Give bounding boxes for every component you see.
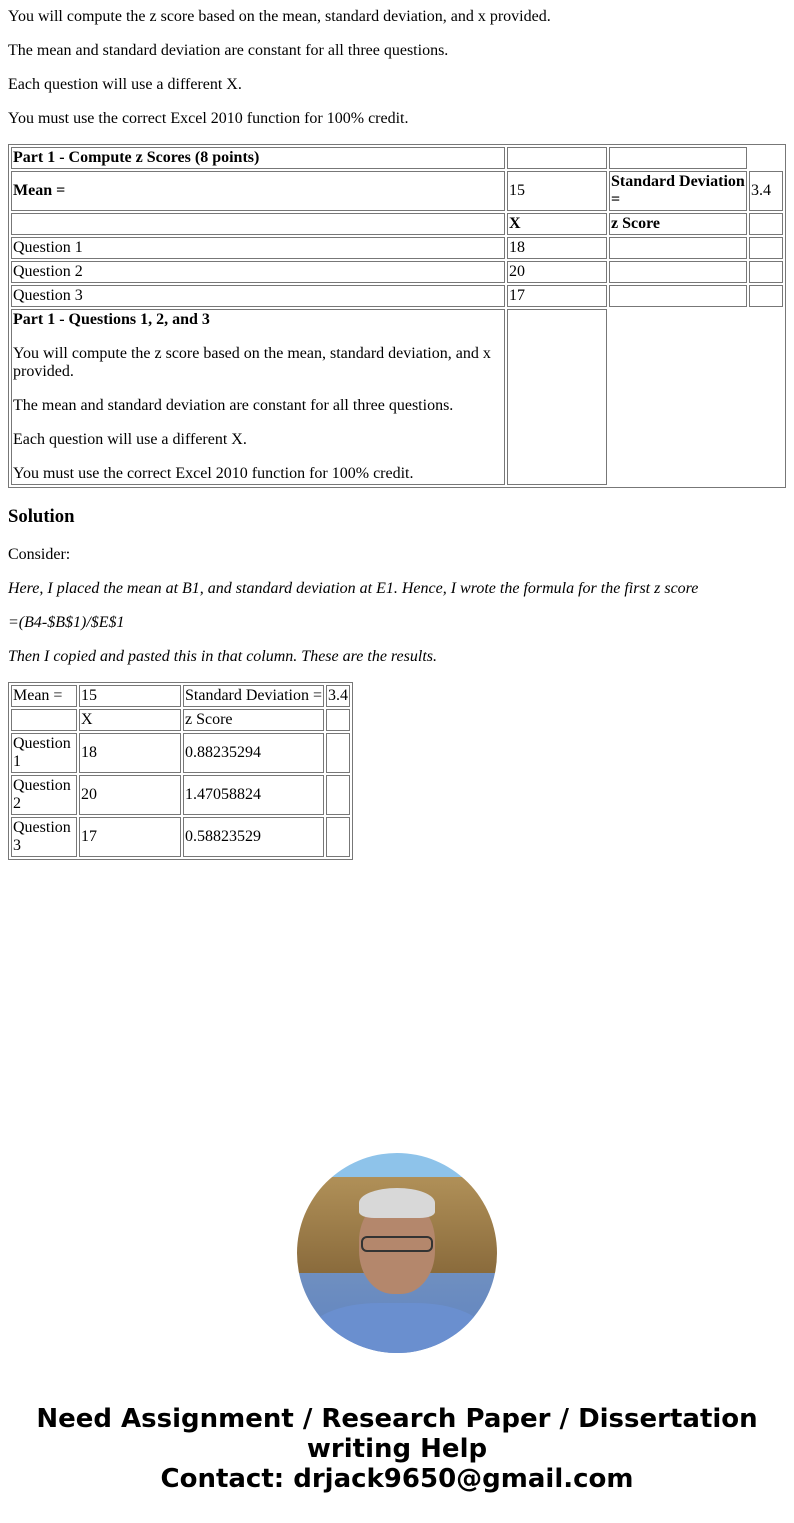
table-row	[11, 733, 350, 773]
sd-label: Standard Deviation =	[183, 685, 324, 707]
notes-3: Each question will use a different X.	[13, 431, 247, 448]
row-label: Question 1	[11, 733, 77, 773]
footer-banner	[8, 1404, 786, 1494]
x-value: 18	[79, 733, 181, 773]
solution-text-1: Here, I placed the mean at B1, and standard deviation at E1. Hence, I wrote the formula for the first z score	[8, 580, 699, 597]
sd-value: 3.4	[326, 685, 350, 707]
row-label: Question 2	[11, 261, 505, 283]
z-header: z Score	[183, 709, 324, 731]
solution-text-2: Then I copied and pasted this in that column. These are the results.	[8, 648, 437, 665]
z-header: z Score	[609, 213, 747, 235]
z-value: 0.58823529	[183, 817, 324, 857]
table-row	[11, 261, 783, 283]
x-value: 18	[507, 237, 607, 259]
row-label: Question 1	[11, 237, 505, 259]
table-row	[11, 817, 350, 857]
x-header: X	[507, 213, 607, 235]
intro-1: You will compute the z score based on the mean, standard deviation, and x provided.	[8, 8, 551, 25]
table-row	[11, 285, 783, 307]
z-value: 0.88235294	[183, 733, 324, 773]
notes-4: You must use the correct Excel 2010 function for 100% credit.	[13, 465, 414, 482]
x-value: 20	[507, 261, 607, 283]
table-row	[11, 775, 350, 815]
solution-heading: Solution	[8, 506, 75, 527]
footer-help-text: Need Assignment / Research Paper / Dissertation writing Help	[36, 1404, 758, 1464]
row-label: Question 2	[11, 775, 77, 815]
results-table	[8, 682, 353, 860]
avatar	[297, 1153, 497, 1353]
sd-label: Standard Deviation =	[609, 171, 747, 211]
mean-value: 15	[79, 685, 181, 707]
x-header: X	[79, 709, 181, 731]
intro-3: Each question will use a different X.	[8, 76, 242, 93]
table-title: Part 1 - Compute z Scores (8 points)	[11, 147, 505, 169]
mean-label: Mean =	[11, 171, 505, 211]
notes-1: You will compute the z score based on the mean, standard deviation, and x provided.	[13, 345, 491, 380]
formula: =(B4-$B$1)/$E$1	[8, 614, 125, 631]
x-value: 17	[507, 285, 607, 307]
sd-value: 3.4	[749, 171, 783, 211]
intro-4: You must use the correct Excel 2010 function for 100% credit.	[8, 110, 409, 127]
x-value: 17	[79, 817, 181, 857]
footer-contact: Contact: drjack9650@gmail.com	[160, 1464, 634, 1494]
row-label: Question 3	[11, 285, 505, 307]
intro-2: The mean and standard deviation are constant for all three questions.	[8, 42, 449, 59]
notes-2: The mean and standard deviation are constant for all three questions.	[13, 397, 454, 414]
notes-title: Part 1 - Questions 1, 2, and 3	[13, 311, 210, 328]
notes-cell	[11, 309, 505, 485]
mean-label: Mean =	[11, 685, 77, 707]
z-value: 1.47058824	[183, 775, 324, 815]
mean-value: 15	[507, 171, 607, 211]
consider-text: Consider:	[8, 546, 71, 563]
glasses-icon	[361, 1236, 433, 1252]
x-value: 20	[79, 775, 181, 815]
row-label: Question 3	[11, 817, 77, 857]
problem-table	[8, 144, 786, 488]
table-row	[11, 237, 783, 259]
